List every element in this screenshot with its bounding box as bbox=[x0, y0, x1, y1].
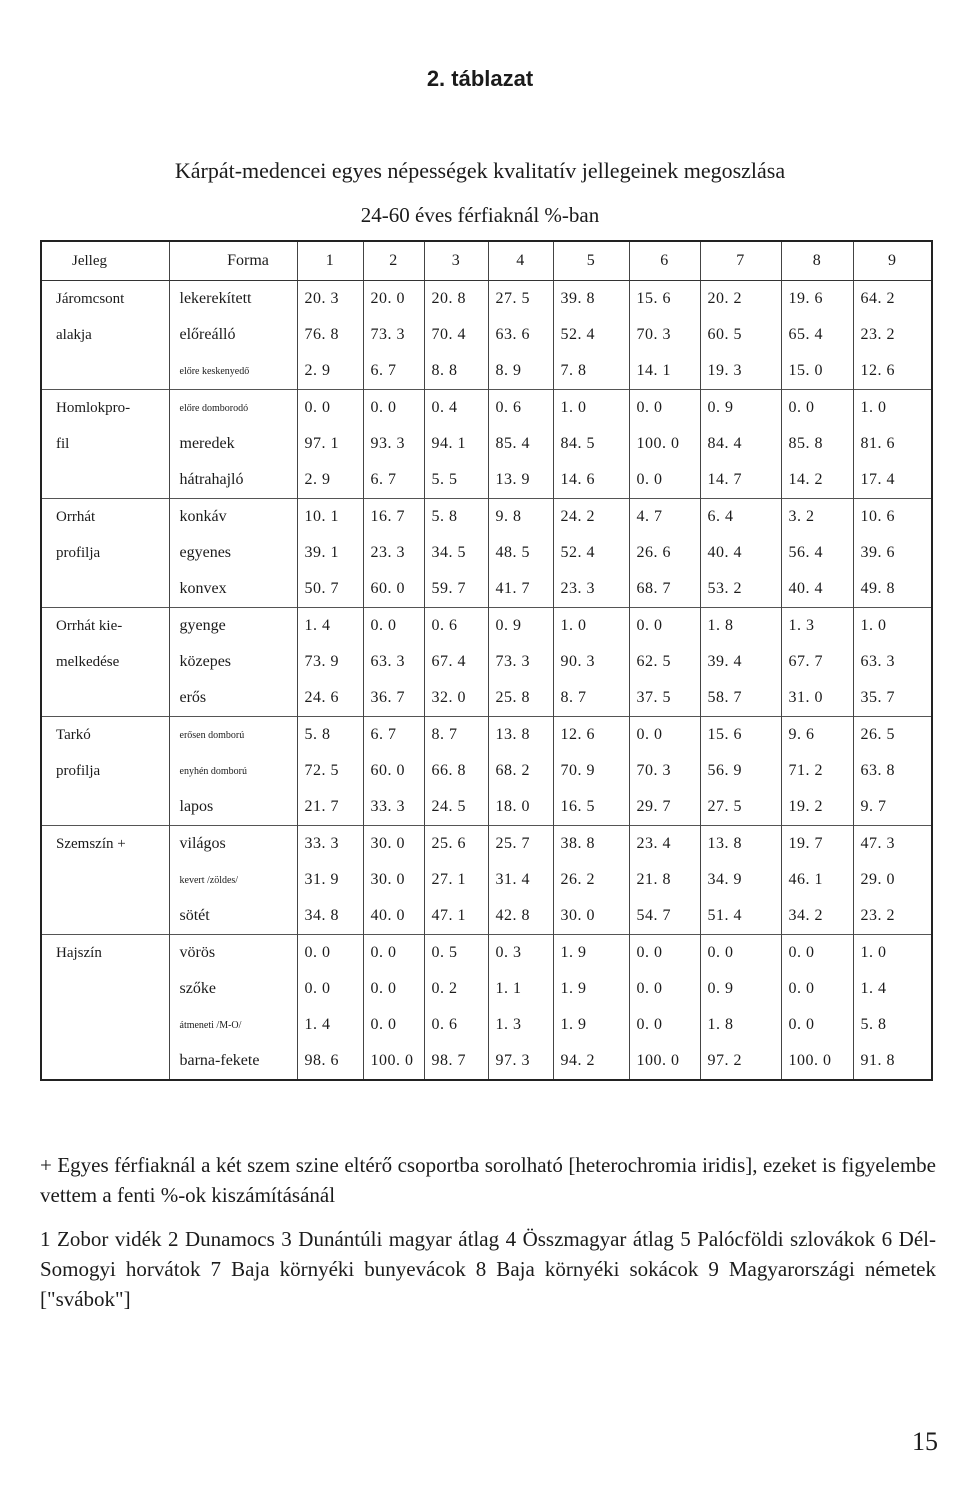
table-row bbox=[41, 898, 932, 935]
cell-value-col-6: 62. 5 bbox=[629, 644, 700, 680]
cell-value-col-9: 23. 2 bbox=[853, 317, 932, 353]
cell-value-col-7: 58. 7 bbox=[700, 680, 781, 717]
row-forma: lapos bbox=[169, 789, 297, 826]
row-forma: lekerekített bbox=[169, 281, 297, 318]
cell-value-col-4: 48. 5 bbox=[488, 535, 553, 571]
page-heading: 2. táblazat bbox=[426, 66, 534, 91]
cell-value-col-7: 27. 5 bbox=[700, 789, 781, 826]
row-forma: kevert /zöldes/ bbox=[169, 862, 297, 898]
cell-value-col-3: 67. 4 bbox=[424, 644, 488, 680]
cell-value-col-1: 21. 7 bbox=[297, 789, 363, 826]
cell-value-col-8: 40. 4 bbox=[781, 571, 853, 608]
cell-value-col-5: 1. 9 bbox=[553, 935, 629, 972]
cell-value-col-8: 85. 8 bbox=[781, 426, 853, 462]
cell-value-col-3: 98. 7 bbox=[424, 1043, 488, 1080]
cell-value-col-4: 8. 9 bbox=[488, 353, 553, 390]
cell-value-col-6: 70. 3 bbox=[629, 753, 700, 789]
header-col-3: 3 bbox=[424, 241, 488, 281]
cell-value-col-9: 91. 8 bbox=[853, 1043, 932, 1080]
cell-value-col-8: 0. 0 bbox=[781, 390, 853, 427]
cell-value-col-8: 100. 0 bbox=[781, 1043, 853, 1080]
footnote-population-legend: 1 Zobor vidék 2 Dunamocs 3 Dunántúli magyar átlag 4 Összmagyar átlag 5 Palócföldi szlovákok 6 Dél-Somogyi horvátok 7 Baja környéki bunyevácok 8 Baja környéki sokácok 9 Magyarországi németek ["svábok"] bbox=[40, 1227, 936, 1311]
cell-value-col-6: 0. 0 bbox=[629, 1007, 700, 1043]
cell-value-col-3: 0. 6 bbox=[424, 1007, 488, 1043]
row-jelleg: fil bbox=[56, 435, 70, 452]
row-forma: gyenge bbox=[169, 608, 297, 645]
cell-value-col-5: 1. 0 bbox=[553, 608, 629, 645]
table-row bbox=[41, 462, 932, 499]
cell-value-col-3: 47. 1 bbox=[424, 898, 488, 935]
row-forma: előre keskenyedő bbox=[169, 353, 297, 390]
table-row bbox=[41, 499, 932, 536]
cell-value-col-7: 19. 3 bbox=[700, 353, 781, 390]
table-row bbox=[41, 862, 932, 898]
header-forma: Forma bbox=[169, 241, 297, 281]
cell-value-col-4: 42. 8 bbox=[488, 898, 553, 935]
row-jelleg: Szemszín + bbox=[41, 826, 169, 863]
cell-value-col-5: 70. 9 bbox=[553, 753, 629, 789]
cell-value-col-9: 1. 0 bbox=[853, 608, 932, 645]
cell-value-col-1: 31. 9 bbox=[297, 862, 363, 898]
cell-value-col-4: 9. 8 bbox=[488, 499, 553, 536]
cell-value-col-8: 9. 6 bbox=[781, 717, 853, 754]
cell-value-col-1: 72. 5 bbox=[297, 753, 363, 789]
cell-value-col-3: 24. 5 bbox=[424, 789, 488, 826]
row-jelleg: Homlokpro- bbox=[41, 390, 169, 427]
cell-value-col-4: 41. 7 bbox=[488, 571, 553, 608]
cell-value-col-6: 68. 7 bbox=[629, 571, 700, 608]
cell-value-col-5: 8. 7 bbox=[553, 680, 629, 717]
cell-value-col-6: 0. 0 bbox=[629, 971, 700, 1007]
cell-value-col-7: 1. 8 bbox=[700, 608, 781, 645]
row-jelleg bbox=[41, 571, 169, 608]
row-jelleg: profilja bbox=[56, 544, 101, 561]
cell-value-col-2: 0. 0 bbox=[363, 971, 424, 1007]
table-row bbox=[41, 644, 932, 680]
cell-value-col-5: 14. 6 bbox=[553, 462, 629, 499]
cell-value-col-2: 20. 0 bbox=[363, 281, 424, 318]
cell-value-col-6: 26. 6 bbox=[629, 535, 700, 571]
cell-value-col-5: 16. 5 bbox=[553, 789, 629, 826]
table-row bbox=[41, 608, 932, 645]
cell-value-col-7: 1. 8 bbox=[700, 1007, 781, 1043]
cell-value-col-8: 0. 0 bbox=[781, 935, 853, 972]
cell-value-col-5: 1. 9 bbox=[553, 1007, 629, 1043]
cell-value-col-2: 6. 7 bbox=[363, 717, 424, 754]
cell-value-col-6: 54. 7 bbox=[629, 898, 700, 935]
row-jelleg: Járomcsont bbox=[41, 281, 169, 318]
cell-value-col-2: 30. 0 bbox=[363, 826, 424, 863]
cell-value-col-6: 21. 8 bbox=[629, 862, 700, 898]
cell-value-col-5: 38. 8 bbox=[553, 826, 629, 863]
cell-value-col-5: 84. 5 bbox=[553, 426, 629, 462]
cell-value-col-8: 19. 6 bbox=[781, 281, 853, 318]
row-forma: erősen domború bbox=[169, 717, 297, 754]
cell-value-col-4: 13. 8 bbox=[488, 717, 553, 754]
cell-value-col-7: 53. 2 bbox=[700, 571, 781, 608]
cell-value-col-1: 39. 1 bbox=[297, 535, 363, 571]
row-forma: hátrahajló bbox=[169, 462, 297, 499]
cell-value-col-1: 2. 9 bbox=[297, 353, 363, 390]
cell-value-col-6: 29. 7 bbox=[629, 789, 700, 826]
cell-value-col-4: 27. 5 bbox=[488, 281, 553, 318]
cell-value-col-3: 5. 8 bbox=[424, 499, 488, 536]
header-col-2: 2 bbox=[363, 241, 424, 281]
cell-value-col-2: 0. 0 bbox=[363, 935, 424, 972]
cell-value-col-1: 97. 1 bbox=[297, 426, 363, 462]
row-jelleg: profilja bbox=[56, 762, 101, 779]
cell-value-col-3: 70. 4 bbox=[424, 317, 488, 353]
cell-value-col-6: 100. 0 bbox=[629, 1043, 700, 1080]
cell-value-col-4: 0. 3 bbox=[488, 935, 553, 972]
row-jelleg bbox=[41, 680, 169, 717]
cell-value-col-2: 23. 3 bbox=[363, 535, 424, 571]
cell-value-col-9: 39. 6 bbox=[853, 535, 932, 571]
row-forma: átmeneti /M-O/ bbox=[169, 1007, 297, 1043]
cell-value-col-5: 24. 2 bbox=[553, 499, 629, 536]
cell-value-col-9: 1. 0 bbox=[853, 935, 932, 972]
cell-value-col-7: 6. 4 bbox=[700, 499, 781, 536]
cell-value-col-3: 20. 8 bbox=[424, 281, 488, 318]
cell-value-col-2: 33. 3 bbox=[363, 789, 424, 826]
cell-value-col-1: 0. 0 bbox=[297, 935, 363, 972]
cell-value-col-1: 20. 3 bbox=[297, 281, 363, 318]
cell-value-col-8: 3. 2 bbox=[781, 499, 853, 536]
cell-value-col-2: 16. 7 bbox=[363, 499, 424, 536]
table-row bbox=[41, 281, 932, 318]
row-jelleg: Tarkó bbox=[41, 717, 169, 754]
cell-value-col-1: 24. 6 bbox=[297, 680, 363, 717]
cell-value-col-2: 30. 0 bbox=[363, 862, 424, 898]
table-row bbox=[41, 789, 932, 826]
cell-value-col-1: 10. 1 bbox=[297, 499, 363, 536]
cell-value-col-2: 6. 7 bbox=[363, 353, 424, 390]
cell-value-col-9: 81. 6 bbox=[853, 426, 932, 462]
cell-value-col-1: 76. 8 bbox=[297, 317, 363, 353]
row-jelleg bbox=[41, 789, 169, 826]
table-row bbox=[41, 317, 932, 353]
cell-value-col-4: 1. 3 bbox=[488, 1007, 553, 1043]
cell-value-col-9: 1. 4 bbox=[853, 971, 932, 1007]
cell-value-col-9: 29. 0 bbox=[853, 862, 932, 898]
row-forma: vörös bbox=[169, 935, 297, 972]
header-jelleg: Jelleg bbox=[41, 241, 169, 281]
row-jelleg: Hajszín bbox=[41, 935, 169, 972]
row-forma: előre domborodó bbox=[169, 390, 297, 427]
cell-value-col-3: 59. 7 bbox=[424, 571, 488, 608]
row-jelleg bbox=[41, 971, 169, 1007]
cell-value-col-1: 34. 8 bbox=[297, 898, 363, 935]
row-jelleg bbox=[41, 862, 169, 898]
cell-value-col-3: 0. 4 bbox=[424, 390, 488, 427]
cell-value-col-2: 60. 0 bbox=[363, 571, 424, 608]
cell-value-col-4: 0. 9 bbox=[488, 608, 553, 645]
header-col-6: 6 bbox=[629, 241, 700, 281]
cell-value-col-5: 26. 2 bbox=[553, 862, 629, 898]
cell-value-col-5: 52. 4 bbox=[553, 535, 629, 571]
row-jelleg: Orrhát kie- bbox=[41, 608, 169, 645]
cell-value-col-2: 93. 3 bbox=[363, 426, 424, 462]
cell-value-col-8: 19. 2 bbox=[781, 789, 853, 826]
cell-value-col-4: 13. 9 bbox=[488, 462, 553, 499]
cell-value-col-3: 34. 5 bbox=[424, 535, 488, 571]
row-jelleg bbox=[41, 898, 169, 935]
table-row bbox=[41, 390, 932, 427]
row-jelleg bbox=[41, 1043, 169, 1080]
row-forma: meredek bbox=[169, 426, 297, 462]
row-forma: előreálló bbox=[169, 317, 297, 353]
cell-value-col-7: 51. 4 bbox=[700, 898, 781, 935]
cell-value-col-2: 0. 0 bbox=[363, 608, 424, 645]
cell-value-col-2: 73. 3 bbox=[363, 317, 424, 353]
cell-value-col-8: 56. 4 bbox=[781, 535, 853, 571]
cell-value-col-4: 68. 2 bbox=[488, 753, 553, 789]
footnote-heterochromia: + Egyes férfiaknál a két szem szine eltérő csoportba sorolható [heterochromia iridis], ezeket is figyelembe vettem a fenti %-ok kiszámításánál bbox=[40, 1153, 936, 1207]
cell-value-col-8: 1. 3 bbox=[781, 608, 853, 645]
cell-value-col-7: 39. 4 bbox=[700, 644, 781, 680]
row-jelleg: Orrhát bbox=[41, 499, 169, 536]
cell-value-col-5: 7. 8 bbox=[553, 353, 629, 390]
table-row bbox=[41, 680, 932, 717]
cell-value-col-7: 20. 2 bbox=[700, 281, 781, 318]
cell-value-col-4: 63. 6 bbox=[488, 317, 553, 353]
cell-value-col-7: 14. 7 bbox=[700, 462, 781, 499]
header-col-5: 5 bbox=[553, 241, 629, 281]
cell-value-col-8: 31. 0 bbox=[781, 680, 853, 717]
cell-value-col-1: 73. 9 bbox=[297, 644, 363, 680]
cell-value-col-4: 18. 0 bbox=[488, 789, 553, 826]
cell-value-col-9: 63. 3 bbox=[853, 644, 932, 680]
cell-value-col-3: 5. 5 bbox=[424, 462, 488, 499]
table-row bbox=[41, 353, 932, 390]
cell-value-col-6: 70. 3 bbox=[629, 317, 700, 353]
cell-value-col-6: 4. 7 bbox=[629, 499, 700, 536]
table-header-row bbox=[41, 241, 932, 281]
cell-value-col-7: 15. 6 bbox=[700, 717, 781, 754]
cell-value-col-9: 5. 8 bbox=[853, 1007, 932, 1043]
cell-value-col-6: 37. 5 bbox=[629, 680, 700, 717]
cell-value-col-2: 6. 7 bbox=[363, 462, 424, 499]
row-forma: konvex bbox=[169, 571, 297, 608]
row-forma: világos bbox=[169, 826, 297, 863]
row-jelleg bbox=[41, 353, 169, 390]
row-forma: barna-fekete bbox=[169, 1043, 297, 1080]
cell-value-col-1: 1. 4 bbox=[297, 1007, 363, 1043]
cell-value-col-2: 40. 0 bbox=[363, 898, 424, 935]
cell-value-col-2: 100. 0 bbox=[363, 1043, 424, 1080]
header-col-4: 4 bbox=[488, 241, 553, 281]
cell-value-col-9: 64. 2 bbox=[853, 281, 932, 318]
cell-value-col-7: 0. 9 bbox=[700, 971, 781, 1007]
cell-value-col-3: 8. 7 bbox=[424, 717, 488, 754]
cell-value-col-1: 2. 9 bbox=[297, 462, 363, 499]
cell-value-col-5: 1. 9 bbox=[553, 971, 629, 1007]
cell-value-col-8: 65. 4 bbox=[781, 317, 853, 353]
table-title: Kárpát-medencei egyes népességek kvalitatív jellegeinek megoszlása bbox=[174, 158, 786, 183]
cell-value-col-5: 12. 6 bbox=[553, 717, 629, 754]
cell-value-col-9: 10. 6 bbox=[853, 499, 932, 536]
cell-value-col-4: 85. 4 bbox=[488, 426, 553, 462]
page-number: 15 bbox=[912, 1427, 938, 1456]
table-row bbox=[41, 717, 932, 754]
row-jelleg: melkedése bbox=[56, 653, 120, 670]
table-row bbox=[41, 535, 932, 571]
cell-value-col-8: 46. 1 bbox=[781, 862, 853, 898]
table-row bbox=[41, 571, 932, 608]
table-row bbox=[41, 753, 932, 789]
cell-value-col-2: 63. 3 bbox=[363, 644, 424, 680]
cell-value-col-1: 0. 0 bbox=[297, 971, 363, 1007]
cell-value-col-4: 25. 7 bbox=[488, 826, 553, 863]
cell-value-col-3: 0. 6 bbox=[424, 608, 488, 645]
cell-value-col-1: 1. 4 bbox=[297, 608, 363, 645]
cell-value-col-9: 35. 7 bbox=[853, 680, 932, 717]
cell-value-col-9: 1. 0 bbox=[853, 390, 932, 427]
cell-value-col-6: 0. 0 bbox=[629, 608, 700, 645]
cell-value-col-6: 15. 6 bbox=[629, 281, 700, 318]
cell-value-col-6: 0. 0 bbox=[629, 462, 700, 499]
row-forma: szőke bbox=[169, 971, 297, 1007]
row-jelleg: alakja bbox=[56, 326, 92, 343]
row-forma: konkáv bbox=[169, 499, 297, 536]
row-forma: erős bbox=[169, 680, 297, 717]
cell-value-col-8: 0. 0 bbox=[781, 1007, 853, 1043]
cell-value-col-3: 8. 8 bbox=[424, 353, 488, 390]
cell-value-col-4: 31. 4 bbox=[488, 862, 553, 898]
cell-value-col-5: 1. 0 bbox=[553, 390, 629, 427]
cell-value-col-7: 40. 4 bbox=[700, 535, 781, 571]
cell-value-col-1: 5. 8 bbox=[297, 717, 363, 754]
cell-value-col-3: 94. 1 bbox=[424, 426, 488, 462]
row-jelleg bbox=[41, 462, 169, 499]
cell-value-col-5: 90. 3 bbox=[553, 644, 629, 680]
cell-value-col-3: 27. 1 bbox=[424, 862, 488, 898]
cell-value-col-5: 52. 4 bbox=[553, 317, 629, 353]
cell-value-col-7: 56. 9 bbox=[700, 753, 781, 789]
cell-value-col-6: 0. 0 bbox=[629, 935, 700, 972]
cell-value-col-7: 0. 9 bbox=[700, 390, 781, 427]
cell-value-col-8: 34. 2 bbox=[781, 898, 853, 935]
cell-value-col-9: 26. 5 bbox=[853, 717, 932, 754]
cell-value-col-7: 13. 8 bbox=[700, 826, 781, 863]
cell-value-col-4: 1. 1 bbox=[488, 971, 553, 1007]
cell-value-col-3: 66. 8 bbox=[424, 753, 488, 789]
row-forma: sötét bbox=[169, 898, 297, 935]
cell-value-col-6: 23. 4 bbox=[629, 826, 700, 863]
cell-value-col-1: 50. 7 bbox=[297, 571, 363, 608]
cell-value-col-5: 39. 8 bbox=[553, 281, 629, 318]
row-forma: egyenes bbox=[169, 535, 297, 571]
cell-value-col-9: 63. 8 bbox=[853, 753, 932, 789]
table-row bbox=[41, 1043, 932, 1080]
cell-value-col-5: 23. 3 bbox=[553, 571, 629, 608]
cell-value-col-4: 73. 3 bbox=[488, 644, 553, 680]
cell-value-col-8: 19. 7 bbox=[781, 826, 853, 863]
cell-value-col-8: 14. 2 bbox=[781, 462, 853, 499]
cell-value-col-1: 0. 0 bbox=[297, 390, 363, 427]
cell-value-col-3: 32. 0 bbox=[424, 680, 488, 717]
cell-value-col-7: 60. 5 bbox=[700, 317, 781, 353]
cell-value-col-4: 0. 6 bbox=[488, 390, 553, 427]
cell-value-col-8: 67. 7 bbox=[781, 644, 853, 680]
cell-value-col-9: 23. 2 bbox=[853, 898, 932, 935]
cell-value-col-8: 15. 0 bbox=[781, 353, 853, 390]
cell-value-col-2: 0. 0 bbox=[363, 1007, 424, 1043]
table-body bbox=[41, 281, 932, 1081]
cell-value-col-2: 0. 0 bbox=[363, 390, 424, 427]
cell-value-col-9: 47. 3 bbox=[853, 826, 932, 863]
cell-value-col-7: 84. 4 bbox=[700, 426, 781, 462]
cell-value-col-6: 14. 1 bbox=[629, 353, 700, 390]
header-col-1: 1 bbox=[297, 241, 363, 281]
cell-value-col-1: 33. 3 bbox=[297, 826, 363, 863]
header-col-9: 9 bbox=[853, 241, 932, 281]
cell-value-col-7: 0. 0 bbox=[700, 935, 781, 972]
cell-value-col-9: 17. 4 bbox=[853, 462, 932, 499]
cell-value-col-1: 98. 6 bbox=[297, 1043, 363, 1080]
cell-value-col-9: 49. 8 bbox=[853, 571, 932, 608]
cell-value-col-8: 0. 0 bbox=[781, 971, 853, 1007]
table-row bbox=[41, 426, 932, 462]
data-table bbox=[40, 240, 933, 1081]
cell-value-col-6: 0. 0 bbox=[629, 390, 700, 427]
cell-value-col-4: 97. 3 bbox=[488, 1043, 553, 1080]
row-forma: közepes bbox=[169, 644, 297, 680]
header-col-7: 7 bbox=[700, 241, 781, 281]
cell-value-col-2: 36. 7 bbox=[363, 680, 424, 717]
cell-value-col-7: 97. 2 bbox=[700, 1043, 781, 1080]
cell-value-col-6: 0. 0 bbox=[629, 717, 700, 754]
cell-value-col-7: 34. 9 bbox=[700, 862, 781, 898]
cell-value-col-9: 9. 7 bbox=[853, 789, 932, 826]
table-row bbox=[41, 1007, 932, 1043]
table-row bbox=[41, 971, 932, 1007]
cell-value-col-3: 25. 6 bbox=[424, 826, 488, 863]
cell-value-col-4: 25. 8 bbox=[488, 680, 553, 717]
table-row bbox=[41, 826, 932, 863]
row-forma: enyhén domború bbox=[169, 753, 297, 789]
cell-value-col-5: 30. 0 bbox=[553, 898, 629, 935]
cell-value-col-5: 94. 2 bbox=[553, 1043, 629, 1080]
cell-value-col-2: 60. 0 bbox=[363, 753, 424, 789]
cell-value-col-3: 0. 5 bbox=[424, 935, 488, 972]
cell-value-col-9: 12. 6 bbox=[853, 353, 932, 390]
row-jelleg bbox=[41, 1007, 169, 1043]
table-row bbox=[41, 935, 932, 972]
table-subtitle: 24-60 éves férfiaknál %-ban bbox=[360, 203, 600, 227]
header-col-8: 8 bbox=[781, 241, 853, 281]
cell-value-col-8: 71. 2 bbox=[781, 753, 853, 789]
cell-value-col-3: 0. 2 bbox=[424, 971, 488, 1007]
cell-value-col-6: 100. 0 bbox=[629, 426, 700, 462]
